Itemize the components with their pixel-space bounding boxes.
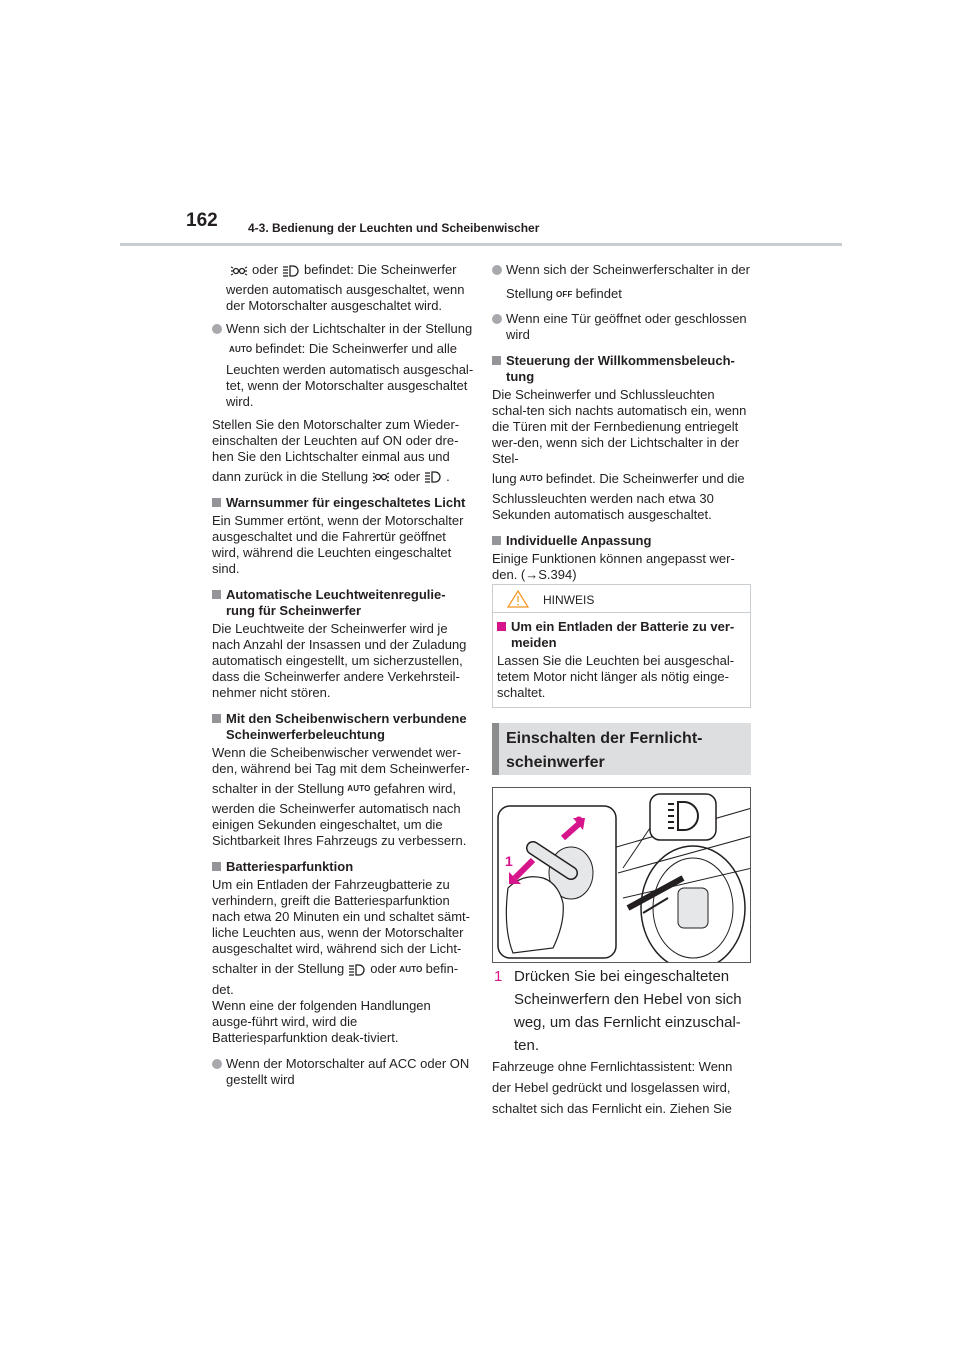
figure-label-1: 1 xyxy=(505,853,513,869)
parking-light-icon xyxy=(372,471,390,483)
high-beam-illustration xyxy=(492,787,751,963)
off-symbol: OFF xyxy=(555,289,573,299)
bullet-text: Wenn der Motorschalter auf ACC oder ON gestellt wird xyxy=(226,1055,470,1087)
headlight-icon xyxy=(348,963,366,977)
auto-symbol: AUTO xyxy=(347,784,371,794)
notice-text: Lassen Sie die Leuchten bei ausgeschal-tetem Motor nicht länger als nötig einge-schaltet. xyxy=(497,653,735,700)
paragraph-wiper-3: werden die Scheinwerfer automatisch nach einigen Sekunden eingeschaltet, um die Sichtbarkeit Ihres Fahrzeugs zu verbessern. xyxy=(212,801,467,849)
square-marker xyxy=(212,498,221,507)
bullet-dot xyxy=(212,1059,222,1069)
heading-custom xyxy=(492,533,750,549)
headlight-icon xyxy=(424,470,442,484)
section-title: 4-3. Bedienung der Leuchten und Scheibenwischer xyxy=(248,221,540,235)
headlight-icon xyxy=(282,264,300,278)
step-1 xyxy=(492,965,754,1057)
paragraph-welcome-3: Schlussleuchten werden nach etwa 30 Sekunden automatisch ausgeschaltet. xyxy=(492,491,714,523)
bullet-motor-acc xyxy=(212,1056,474,1088)
notice-heading xyxy=(497,619,746,651)
square-marker xyxy=(497,622,506,631)
notice-body xyxy=(493,613,750,701)
bullet-switch-off xyxy=(492,262,750,303)
text: schalter in der Stellung xyxy=(212,780,345,796)
paragraph-reactivate: Stellen Sie den Motorschalter zum Wieder-einschalten der Leuchten auf ON oder dre-hen Sie den Lichtschalter einmal aus und xyxy=(212,416,460,464)
parking-light-icon xyxy=(230,265,248,277)
paragraph-wiper-1: Wenn die Scheibenwischer verwendet wer-den, während bei Tag mit dem Scheinwerfer- xyxy=(212,744,470,776)
auto-symbol: AUTO xyxy=(519,474,543,484)
illustration-drawing xyxy=(493,788,751,963)
text: befindet. Die Scheinwerfer und die xyxy=(545,470,745,486)
heading-text: Um ein Entladen der Batterie zu ver-meiden xyxy=(511,619,735,650)
section-heading: Einschalten der Fernlicht-scheinwerfer xyxy=(492,723,751,775)
text: oder xyxy=(370,961,397,977)
text: gefahren wird, xyxy=(373,780,456,796)
left-column xyxy=(212,262,474,1095)
heading-battery xyxy=(212,859,474,875)
text: befin- xyxy=(425,961,459,977)
heading-text: Batteriesparfunktion xyxy=(226,859,354,875)
paragraph-battery-1: Um ein Entladen der Fahrzeugbatterie zu verhindern, greift die Batteriesparfunktion nach etwa 20 Minuten ein und schaltet sämt-liche Leuchten aus, wenn der Motorschalter ausgeschaltet wird, während sich der Licht- xyxy=(212,877,470,957)
text: dann zurück in die Stellung xyxy=(212,468,369,484)
heading-text: Mit den Scheibenwischern verbundene Scheinwerferbeleuchtung xyxy=(226,710,467,742)
paragraph-warn: Ein Summer ertönt, wenn der Motorschalter ausgeschaltet und die Fahrertür geöffnet wird, während die Leuchten eingeschaltet sind. xyxy=(212,512,464,576)
square-marker xyxy=(212,714,221,723)
bullet-dot xyxy=(492,265,502,275)
paragraph-battery-3: det. xyxy=(212,981,234,997)
text: lung xyxy=(492,470,517,486)
text-befindet: befindet: Die Scheinwerfer xyxy=(304,262,457,277)
notice-box xyxy=(492,584,751,708)
bullet-light-switch-auto xyxy=(212,321,474,410)
heading-text: Automatische Leuchtweitenregulie-rung für Scheinwerfer xyxy=(226,586,446,618)
paragraph-reactivate-end xyxy=(212,469,474,485)
notice-header xyxy=(493,585,750,613)
auto-symbol: AUTO xyxy=(229,344,253,354)
paragraph-high-beam-note: Fahrzeuge ohne Fernlichtassistent: Wenn der Hebel gedrückt und losgelassen wird, schaltet sich das Fernlicht ein. Ziehen Sie xyxy=(492,1059,733,1116)
heading-auto-leveling xyxy=(212,587,474,619)
auto-symbol: AUTO xyxy=(399,964,423,974)
paragraph-battery-2 xyxy=(212,961,474,978)
bullet-door xyxy=(492,311,750,343)
header-rule xyxy=(120,243,842,246)
paragraph-wiper-2 xyxy=(212,781,474,798)
text: oder xyxy=(394,468,421,484)
bullet-text: Wenn sich der Scheinwerferschalter in der xyxy=(506,262,750,277)
heading-wiper-link xyxy=(212,711,474,743)
text-oder: oder xyxy=(252,262,279,277)
bullet-text-line2 xyxy=(226,341,474,358)
bullet-dot xyxy=(212,324,222,334)
warning-icon xyxy=(507,590,529,608)
bullet-dot xyxy=(492,314,502,324)
step-text: Drücken Sie bei eingeschalteten Scheinwerfern den Hebel von sich weg, um das Fernlicht einzuschal-ten. xyxy=(514,968,742,1054)
paragraph-auto-leveling: Die Leuchtweite der Scheinwerfer wird je nach Anzahl der Insassen und der Zuladung automatisch eingestellt, um sicherzustellen, dass die Scheinwerfer andere Verkehrsteil-nehmer nicht stören. xyxy=(212,620,467,700)
paragraph-battery-4: Wenn eine der folgenden Handlungen ausge-führt wird, wird die Batteriesparfunktion deak-tiviert. xyxy=(212,997,431,1045)
heading-text: Warnsummer für eingeschaltetes Licht xyxy=(226,494,466,510)
paragraph-welcome-2 xyxy=(492,471,750,488)
paragraph-welcome-1: Die Scheinwerfer und Schlussleuchten schal-ten sich nachts automatisch ein, wenn die Türen mit der Fernbedienung entriegelt wer-den, wenn sich der Lichtschalter in der Stel- xyxy=(492,386,747,466)
right-column xyxy=(492,262,750,590)
figure-label-2: 2 xyxy=(575,813,583,829)
text: befindet xyxy=(575,286,622,301)
bullet-text-3: Leuchten werden automatisch ausgeschal-tet, wenn der Motorschalter ausgeschaltet wird. xyxy=(226,361,474,409)
paragraph-custom: Einige Funktionen können angepasst wer-den. (→S.394) xyxy=(492,551,735,583)
square-marker xyxy=(212,590,221,599)
text: . xyxy=(446,468,450,484)
square-marker xyxy=(492,536,501,545)
bullet-text-2: befindet: Die Scheinwerfer und alle xyxy=(255,341,457,356)
bullet-text: Wenn eine Tür geöffnet oder geschlossen wird xyxy=(506,310,747,342)
heading-welcome xyxy=(492,353,750,385)
paragraph-parking-lights xyxy=(212,262,474,278)
heading-text: Steuerung der Willkommensbeleuch-tung xyxy=(506,352,735,384)
square-marker xyxy=(492,356,501,365)
square-marker xyxy=(212,862,221,871)
heading-warn xyxy=(212,495,474,511)
notice-title: HINWEIS xyxy=(543,593,595,607)
step-number: 1 xyxy=(494,968,503,985)
bullet-text: Wenn sich der Lichtschalter in der Stellung xyxy=(226,321,473,336)
text: schalter in der Stellung xyxy=(212,961,345,977)
paragraph-auto-off: werden automatisch ausgeschaltet, wenn der Motorschalter ausgeschaltet wird. xyxy=(226,282,465,313)
heading-text: Individuelle Anpassung xyxy=(506,533,652,549)
page-number: 162 xyxy=(186,210,218,231)
bullet-text-line2 xyxy=(506,286,750,303)
text: Stellung xyxy=(506,286,553,301)
